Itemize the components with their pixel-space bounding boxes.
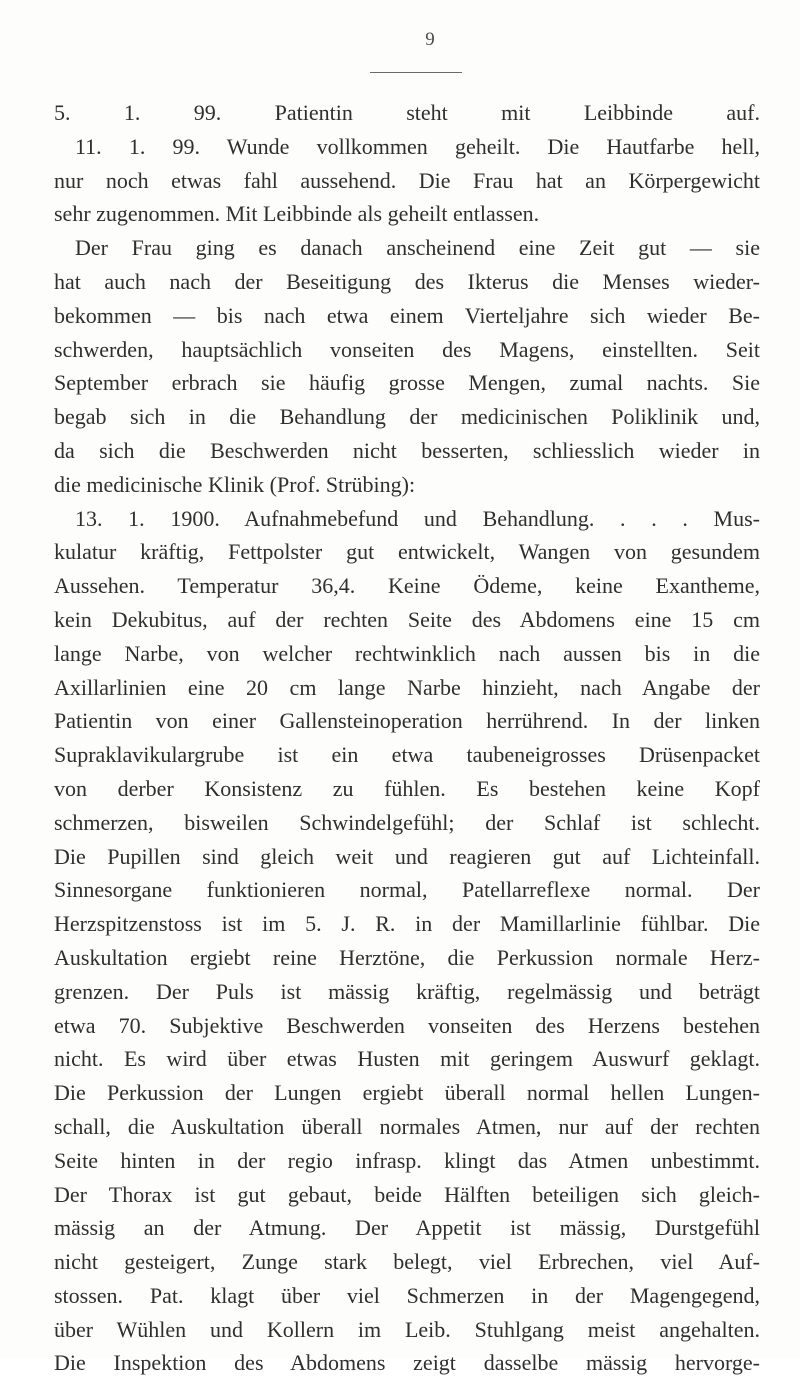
text-line: stossen. Pat. klagt über viel Schmerzen in der Magengegend, — [54, 1282, 760, 1308]
text-line: begab sich in die Behandlung der medicinischen Poliklinik und, — [54, 404, 760, 430]
text-line: 13. 1. 1900. Aufnahmebefund und Behandlung. . . . Mus- — [75, 505, 760, 531]
text-line: lange Narbe, von welcher rechtwinklich nach aussen bis in die — [54, 640, 760, 666]
text-line: schwerden, hauptsächlich vonseiten des Magens, einstellten. Seit — [54, 336, 760, 362]
text-line: Aussehen. Temperatur 36,4. Keine Ödeme, keine Exantheme, — [54, 573, 760, 599]
text-line: von derber Konsistenz zu fühlen. Es bestehen keine Kopf — [54, 775, 760, 801]
text-line: Supraklavikulargrube ist ein etwa taubeneigrosses Drüsenpacket — [54, 742, 760, 768]
text-line: Herzspitzenstoss ist im 5. J. R. in der Mamillarlinie fühlbar. Die — [54, 911, 760, 937]
text-line: Sinnesorgane funktionieren normal, Patellarreflexe normal. Der — [54, 877, 760, 903]
text-line: Die Perkussion der Lungen ergiebt überall normal hellen Lungen- — [54, 1080, 760, 1106]
text-line: die medicinische Klinik (Prof. Strübing): — [54, 471, 416, 497]
text-line: schmerzen, bisweilen Schwindelgefühl; der Schlaf ist schlecht. — [54, 809, 760, 835]
page-number: 9 — [425, 29, 435, 50]
text-line: etwa 70. Subjektive Beschwerden vonseiten des Herzens bestehen — [54, 1012, 760, 1038]
text-line: Axillarlinien eine 20 cm lange Narbe hinzieht, nach Angabe der — [54, 674, 760, 700]
text-line: bekommen — bis nach etwa einem Vierteljahre sich wieder Be- — [54, 302, 760, 328]
text-line: Die Inspektion des Abdomens zeigt dasselbe mässig hervorge- — [54, 1350, 760, 1376]
text-line: Die Pupillen sind gleich weit und reagieren gut auf Lichteinfall. — [54, 843, 760, 869]
text-line: 5. 1. 99. Patientin steht mit Leibbinde auf. — [54, 100, 760, 125]
header-rule — [370, 72, 462, 73]
text-line: Patientin von einer Gallensteinoperation herrührend. In der linken — [54, 708, 760, 734]
body-text — [54, 96, 760, 1380]
text-line: nicht. Es wird über etwas Husten mit geringem Auswurf geklagt. — [54, 1046, 760, 1072]
text-line: mässig an der Atmung. Der Appetit ist mässig, Durstgefühl — [54, 1215, 760, 1241]
text-line: nicht gesteigert, Zunge stark belegt, viel Erbrechen, viel Auf- — [54, 1249, 760, 1275]
text-line: Auskultation ergiebt reine Herztöne, die Perkussion normale Herz- — [54, 944, 760, 970]
text-line: grenzen. Der Puls ist mässig kräftig, regelmässig und beträgt — [54, 978, 760, 1004]
text-line: hat auch nach der Beseitigung des Ikterus die Menses wieder- — [54, 268, 760, 294]
text-line: sehr zugenommen. Mit Leibbinde als geheilt entlassen. — [54, 201, 540, 227]
text-line: Der Frau ging es danach anscheinend eine Zeit gut — sie — [75, 235, 760, 261]
text-line: September erbrach sie häufig grosse Mengen, zumal nachts. Sie — [54, 370, 760, 396]
text-line: 11. 1. 99. Wunde vollkommen geheilt. Die Hautfarbe hell, — [75, 133, 760, 159]
text-line: Seite hinten in der regio infrasp. klingt das Atmen unbestimmt. — [54, 1147, 760, 1173]
text-line: Der Thorax ist gut gebaut, beide Hälften beteiligen sich gleich- — [54, 1181, 760, 1207]
text-line: kein Dekubitus, auf der rechten Seite des Abdomens eine 15 cm — [54, 606, 760, 632]
text-line: nur noch etwas fahl aussehend. Die Frau hat an Körpergewicht — [54, 167, 760, 193]
text-line: kulatur kräftig, Fettpolster gut entwickelt, Wangen von gesundem — [54, 539, 760, 565]
text-line: da sich die Beschwerden nicht besserten, schliesslich wieder in — [54, 437, 760, 463]
text-line: über Wühlen und Kollern im Leib. Stuhlgang meist angehalten. — [54, 1316, 760, 1342]
text-line: schall, die Auskultation überall normales Atmen, nur auf der rechten — [54, 1113, 760, 1139]
